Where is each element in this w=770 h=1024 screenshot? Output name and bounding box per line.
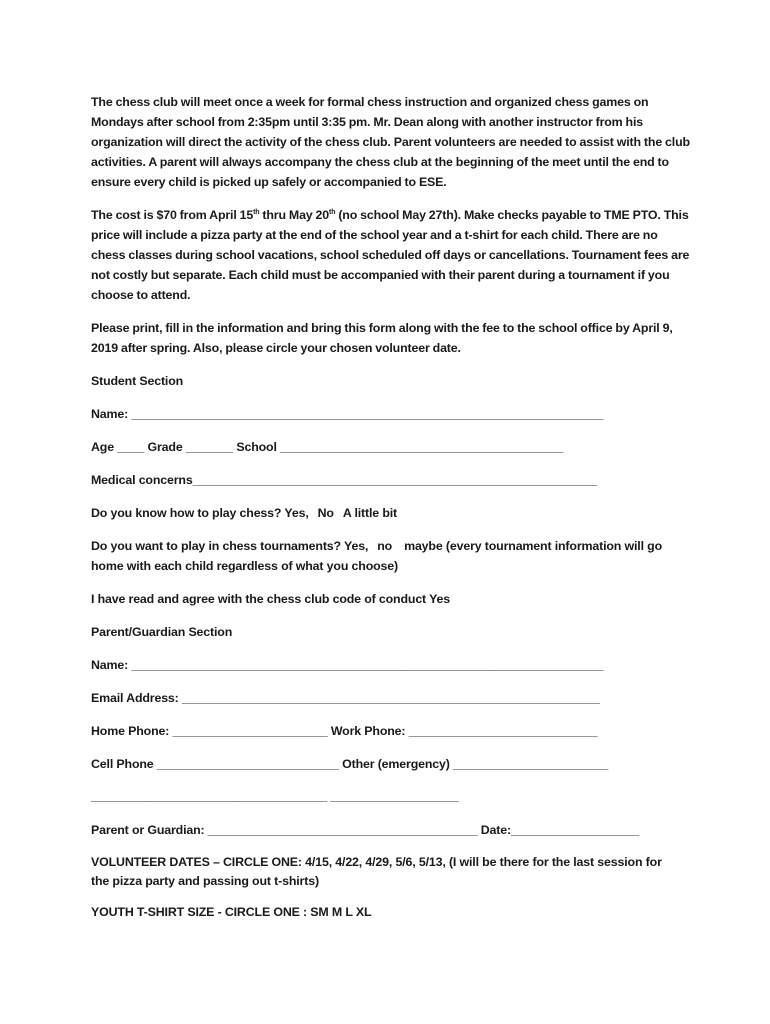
tournament-text: Do you want to play in chess tournaments? Yes, [91,539,369,553]
cost-text-b: thru May 20 [259,208,330,222]
volunteer-dates-line2: the pizza party and passing out t-shirts) [91,874,319,888]
play-chess-question [91,503,397,523]
ordinal-th-2: th [329,209,336,216]
email-address-field[interactable]: Email Address: ______________________________________________________________ [91,691,600,705]
play-chess-option-little[interactable]: A little bit [342,506,398,520]
student-name-field[interactable]: Name: ______________________________________________________________________ [91,407,604,421]
tournament-option-maybe[interactable]: maybe (every tournament information will go [404,539,663,553]
student-section-heading: Student Section [91,374,184,388]
code-of-conduct-line: I have read and agree with the chess club code of conduct Yes [91,592,451,606]
tshirt-size-line: YOUTH T-SHIRT SIZE - CIRCLE ONE : SM M L XL [91,905,372,919]
parent-name-field[interactable]: Name: ______________________________________________________________________ [91,658,604,672]
blank-signature-lines[interactable]: ___________________________________ ___________________ [91,789,459,803]
play-chess-text: Do you know how to play chess? Yes, [91,506,309,520]
intro-paragraph-1: The chess club will meet once a week for formal chess instruction and organized chess games on Mondays after school from 2:35pm until 3:35 pm. Mr. Dean along with another instructor from his organization will direct the activity of the chess club. Parent volunteers are needed to assist with the club activities. A parent will always accompany the chess club at the beginning of the meet until the end to ensure every child is picked up safely or accompanied to ESE. [91,95,690,189]
play-chess-option-no[interactable]: No [317,506,334,520]
intro-paragraph-3: Please print, fill in the information and bring this form along with the fee to the school office by April 9, 2019 after spring. Also, please circle your chosen volunteer date. [91,321,673,355]
guardian-signature-date-field[interactable]: Parent or Guardian: ________________________________________ Date:___________________ [91,823,640,837]
cost-text-c: (no school May 27th). Make checks payable to TME PTO. This price will include a pizza party at the end of the school year and a t-shirt for each child. There are no chess classes during school vacations, school scheduled off days or cancellations. Tournament fees are not costly but separate. Each child must be accompanied with their parent during a tournament if you choose to attend. [91,208,690,302]
cell-other-phone-fields[interactable]: Cell Phone ___________________________ Other (emergency) _______________________ [91,757,609,771]
ordinal-th-1: th [253,209,260,216]
tournament-question [91,536,662,556]
intro-paragraph-2 [91,205,691,305]
home-work-phone-fields[interactable]: Home Phone: _______________________ Work Phone: ____________________________ [91,724,598,738]
volunteer-dates-line1: VOLUNTEER DATES – CIRCLE ONE: 4/15, 4/22, 4/29, 5/6, 5/13, (I will be there for the last session for [91,855,662,869]
tournament-option-no[interactable]: no [377,539,393,553]
parent-section-heading: Parent/Guardian Section [91,625,233,639]
age-grade-school-fields[interactable]: Age ____ Grade _______ School __________________________________________ [91,440,564,454]
cost-text-a: The cost is $70 from April 15 [91,208,254,222]
tournament-question-line2: home with each child regardless of what you choose) [91,559,398,573]
medical-concerns-field[interactable]: Medical concerns____________________________________________________________ [91,473,598,487]
